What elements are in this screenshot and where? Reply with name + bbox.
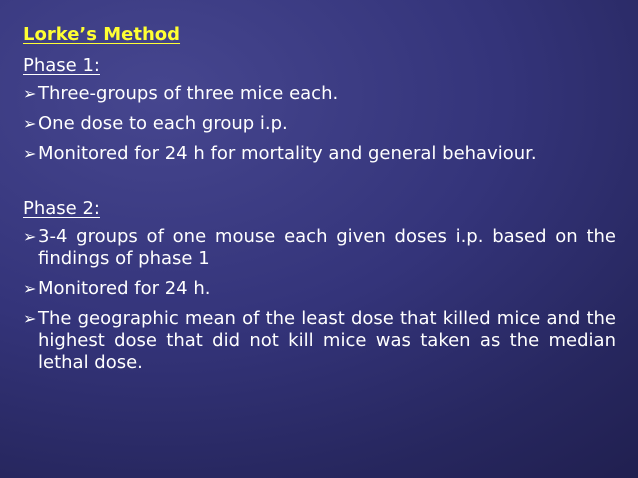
list-item [23, 113, 616, 135]
arrow-bullet-icon: ➢ [23, 114, 37, 133]
list-item-text: 3-4 groups of one mouse each given doses i.p. based on the findings of phase 1 [38, 226, 616, 269]
list-item [23, 308, 616, 374]
list-item [23, 226, 616, 270]
slide-content [23, 24, 616, 382]
phase-2-heading: Phase 2: [23, 198, 100, 219]
list-item-text: Monitored for 24 h for mortality and general behaviour. [38, 143, 537, 164]
list-item-text: Three-groups of three mice each. [38, 83, 339, 104]
list-item [23, 83, 616, 105]
arrow-bullet-icon: ➢ [23, 279, 37, 298]
phase-1-section [23, 55, 616, 165]
phase-1-heading: Phase 1: [23, 55, 100, 76]
phase-2-section [23, 198, 616, 374]
list-item-text: One dose to each group i.p. [38, 113, 288, 134]
arrow-bullet-icon: ➢ [23, 144, 37, 163]
phase-2-list [23, 226, 616, 374]
list-item [23, 278, 616, 300]
slide-title: Lorke’s Method [23, 24, 181, 45]
phase-1-list [23, 83, 616, 165]
arrow-bullet-icon: ➢ [23, 309, 37, 328]
arrow-bullet-icon: ➢ [23, 84, 37, 103]
list-item-text: Monitored for 24 h. [38, 278, 211, 299]
arrow-bullet-icon: ➢ [23, 227, 37, 246]
list-item-text: The geographic mean of the least dose that killed mice and the highest dose that did not kill mice was taken as the median lethal dose. [38, 308, 616, 373]
list-item [23, 143, 616, 165]
